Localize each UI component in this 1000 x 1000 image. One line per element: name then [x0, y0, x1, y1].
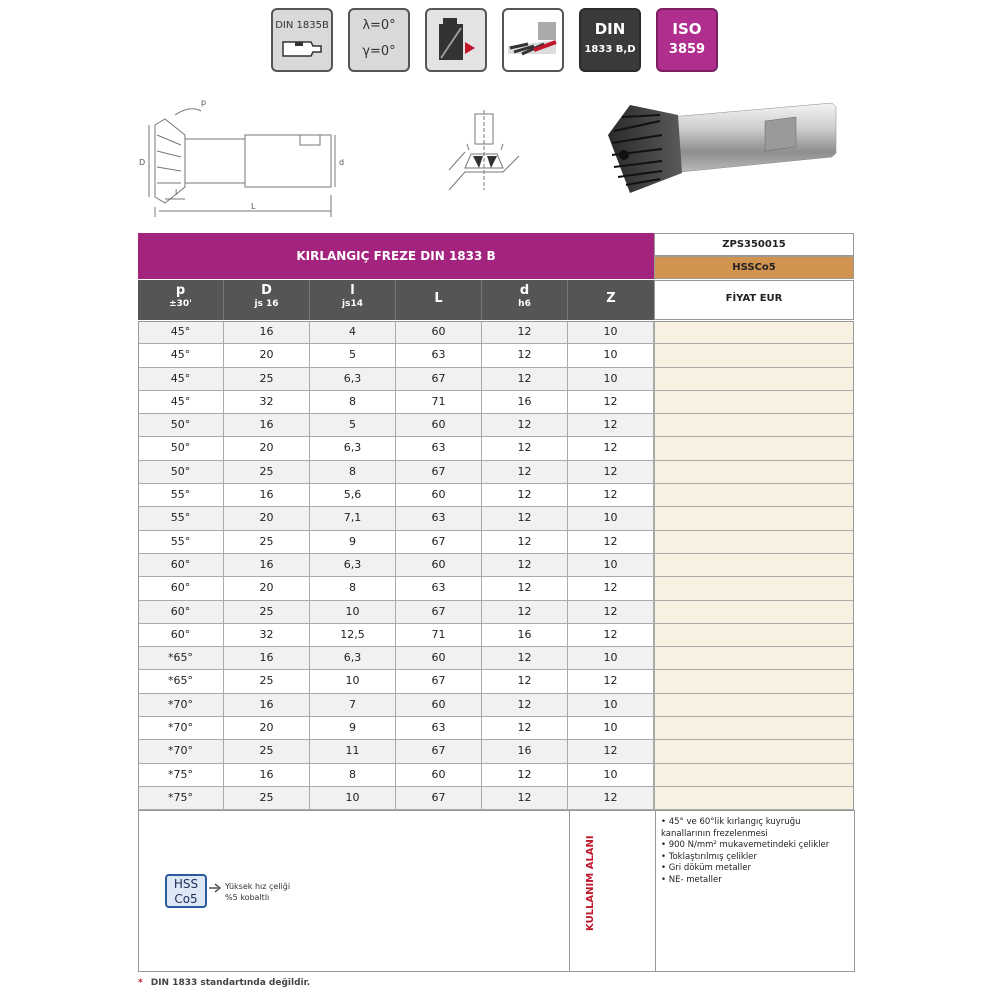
- footnote: [138, 978, 310, 988]
- table-cell: 71: [396, 624, 482, 646]
- table-cell: 8: [310, 391, 396, 413]
- table-cell: *70°: [138, 694, 224, 716]
- coating-badge: [425, 8, 487, 72]
- price-cell: [654, 414, 854, 436]
- table-cell: 60°: [138, 624, 224, 646]
- table-cell: 7,1: [310, 507, 396, 529]
- din-sub-label: 1833 B,D: [584, 44, 636, 55]
- table-cell: 10: [568, 717, 654, 739]
- table-cell: 12,5: [310, 624, 396, 646]
- table-cell: 12: [568, 391, 654, 413]
- table-cell: 6,3: [310, 554, 396, 576]
- table-cell: 67: [396, 670, 482, 692]
- table-cell: 16: [482, 391, 568, 413]
- table-title: KIRLANGIÇ FREZE DIN 1833 B: [138, 233, 654, 279]
- table-cell: 50°: [138, 461, 224, 483]
- table-cell: 60: [396, 554, 482, 576]
- table-cell: 63: [396, 344, 482, 366]
- col-l-sub: js14: [342, 299, 363, 309]
- product-code: ZPS350015: [654, 233, 854, 256]
- usage-area-label: KULLANIM ALANI: [585, 835, 596, 931]
- table-cell: 67: [396, 740, 482, 762]
- table-cell: 20: [224, 507, 310, 529]
- product-photo: [600, 95, 840, 205]
- table-row: [138, 647, 854, 670]
- table-cell: 20: [224, 577, 310, 599]
- hss-line1: HSS: [173, 877, 199, 891]
- table-cell: 20: [224, 344, 310, 366]
- table-row: [138, 321, 854, 344]
- price-cell: [654, 368, 854, 390]
- din-1835b-label: DIN 1835B: [275, 20, 329, 31]
- table-cell: 12: [482, 437, 568, 459]
- table-cell: 10: [568, 764, 654, 786]
- table-cell: 55°: [138, 484, 224, 506]
- table-cell: 9: [310, 717, 396, 739]
- table-row: [138, 368, 854, 391]
- table-row: [138, 670, 854, 693]
- table-cell: 63: [396, 507, 482, 529]
- col-d-sub: h6: [518, 299, 531, 309]
- table-cell: 11: [310, 740, 396, 762]
- dim-d: d: [339, 158, 345, 167]
- table-row: [138, 391, 854, 414]
- usage-item: • Toklaştırılmış çelikler: [661, 852, 853, 864]
- table-cell: 16: [224, 647, 310, 669]
- table-cell: 16: [224, 694, 310, 716]
- table-cell: 6,3: [310, 647, 396, 669]
- table-cell: 12: [482, 531, 568, 553]
- table-cell: 60°: [138, 601, 224, 623]
- table-row: [138, 601, 854, 624]
- dim-L: L: [251, 202, 256, 211]
- col-header-l: [310, 280, 396, 320]
- table-cell: 10: [568, 368, 654, 390]
- table-cell: 12: [482, 368, 568, 390]
- shank-icon: [281, 38, 325, 60]
- table-cell: 10: [310, 787, 396, 809]
- table-cell: 12: [482, 484, 568, 506]
- table-cell: 10: [568, 694, 654, 716]
- table-cell: 10: [568, 647, 654, 669]
- arrow-right-icon: [209, 883, 223, 893]
- col-header-d: [482, 280, 568, 320]
- iso-3859-badge: [656, 8, 718, 72]
- usage-item: • 900 N/mm² mukavemetindeki çelikler: [661, 840, 853, 852]
- table-cell: 63: [396, 437, 482, 459]
- table-cell: 5,6: [310, 484, 396, 506]
- table-row: [138, 717, 854, 740]
- table-cell: 32: [224, 624, 310, 646]
- table-cell: 10: [310, 601, 396, 623]
- iso-sub-label: 3859: [668, 42, 706, 57]
- table-cell: 60°: [138, 577, 224, 599]
- column-header-row: [138, 280, 654, 320]
- price-cell: [654, 717, 854, 739]
- table-cell: 16: [224, 764, 310, 786]
- price-cell: [654, 507, 854, 529]
- table-cell: 16: [482, 740, 568, 762]
- price-cell: [654, 437, 854, 459]
- price-cell: [654, 554, 854, 576]
- col-l-main: l: [350, 283, 355, 298]
- table-cell: 10: [568, 321, 654, 343]
- table-row: [138, 624, 854, 647]
- table-cell: *70°: [138, 717, 224, 739]
- table-row: [138, 577, 854, 600]
- col-p-main: p: [175, 283, 186, 298]
- price-cell: [654, 531, 854, 553]
- table-cell: 10: [310, 670, 396, 692]
- table-cell: 55°: [138, 531, 224, 553]
- price-cell: [654, 391, 854, 413]
- price-cell: [654, 321, 854, 343]
- col-d-main: d: [519, 283, 530, 298]
- table-cell: 60: [396, 321, 482, 343]
- table-row: [138, 344, 854, 367]
- table-cell: 12: [482, 717, 568, 739]
- price-cell: [654, 484, 854, 506]
- table-cell: 25: [224, 531, 310, 553]
- table-row: [138, 461, 854, 484]
- table-cell: 67: [396, 461, 482, 483]
- rake-angle-badge: [348, 8, 410, 72]
- footnote-text: DIN 1833 standartında değildir.: [150, 978, 311, 988]
- price-cell: [654, 764, 854, 786]
- table-cell: 12: [482, 554, 568, 576]
- table-cell: 16: [482, 624, 568, 646]
- price-cell: [654, 694, 854, 716]
- helix-badge: [502, 8, 564, 72]
- price-cell: [654, 740, 854, 762]
- hss-co5-logo: [165, 874, 207, 908]
- table-cell: 12: [568, 461, 654, 483]
- price-cell: [654, 344, 854, 366]
- table-cell: 16: [224, 484, 310, 506]
- usage-item: • 45° ve 60°lik kırlangıç kuyruğu: [661, 817, 853, 829]
- table-body: [138, 321, 854, 810]
- lambda-label: λ=0°: [362, 18, 396, 33]
- price-header: FİYAT EUR: [654, 280, 854, 320]
- gamma-label: γ=0°: [362, 44, 396, 59]
- table-cell: 55°: [138, 507, 224, 529]
- table-row: [138, 531, 854, 554]
- table-cell: 5: [310, 344, 396, 366]
- usage-item: kanallarının frezelenmesi: [661, 828, 768, 839]
- din-main-label: DIN: [594, 20, 626, 38]
- col-Z-main: Z: [606, 291, 616, 306]
- table-cell: 25: [224, 461, 310, 483]
- table-cell: 63: [396, 577, 482, 599]
- table-cell: 50°: [138, 437, 224, 459]
- table-cell: 12: [482, 764, 568, 786]
- usage-list: [661, 817, 853, 886]
- table-cell: 12: [568, 414, 654, 436]
- table-cell: 12: [482, 321, 568, 343]
- col-p-sub: ±30': [169, 299, 192, 309]
- table-cell: 67: [396, 787, 482, 809]
- hss-description: [225, 881, 290, 903]
- dim-p: p: [201, 98, 207, 107]
- table-cell: 5: [310, 414, 396, 436]
- dim-l: l: [175, 188, 178, 197]
- table-cell: *70°: [138, 740, 224, 762]
- table-cell: *65°: [138, 670, 224, 692]
- usage-sketch: [445, 110, 525, 200]
- table-cell: 12: [568, 670, 654, 692]
- table-cell: 12: [482, 414, 568, 436]
- table-cell: 12: [568, 740, 654, 762]
- price-cell: [654, 787, 854, 809]
- table-cell: 12: [568, 531, 654, 553]
- table-cell: 9: [310, 531, 396, 553]
- table-cell: 12: [482, 577, 568, 599]
- table-cell: 12: [482, 694, 568, 716]
- table-cell: 6,3: [310, 437, 396, 459]
- table-cell: 12: [482, 787, 568, 809]
- table-cell: 12: [568, 437, 654, 459]
- table-cell: 10: [568, 554, 654, 576]
- table-cell: 20: [224, 717, 310, 739]
- helix-flute-icon: [504, 10, 562, 70]
- table-cell: 7: [310, 694, 396, 716]
- table-cell: 25: [224, 787, 310, 809]
- col-header-D: [224, 280, 310, 320]
- hss-line2: Co5: [174, 892, 198, 906]
- hss-note-line1: Yüksek hız çeliği: [225, 882, 291, 891]
- col-D-main: D: [261, 283, 272, 298]
- table-cell: 6,3: [310, 368, 396, 390]
- table-cell: 12: [568, 624, 654, 646]
- table-cell: 50°: [138, 414, 224, 436]
- usage-item: • Gri döküm metaller: [661, 863, 853, 875]
- table-cell: 67: [396, 368, 482, 390]
- table-cell: 32: [224, 391, 310, 413]
- table-cell: 60: [396, 647, 482, 669]
- table-cell: 25: [224, 740, 310, 762]
- table-cell: 16: [224, 554, 310, 576]
- material-label: HSSCo5: [654, 256, 854, 279]
- table-cell: *75°: [138, 764, 224, 786]
- table-cell: 71: [396, 391, 482, 413]
- usage-item: • NE- metaller: [661, 875, 853, 887]
- table-cell: 25: [224, 368, 310, 390]
- table-cell: 20: [224, 437, 310, 459]
- table-cell: 45°: [138, 368, 224, 390]
- table-cell: 12: [482, 461, 568, 483]
- table-cell: 60: [396, 764, 482, 786]
- iso-main-label: ISO: [672, 20, 702, 38]
- price-cell: [654, 647, 854, 669]
- table-cell: 60°: [138, 554, 224, 576]
- table-cell: 12: [482, 647, 568, 669]
- table-cell: 16: [224, 321, 310, 343]
- table-row: [138, 507, 854, 530]
- table-cell: 67: [396, 531, 482, 553]
- table-cell: 45°: [138, 344, 224, 366]
- footnote-star: *: [138, 978, 143, 988]
- table-cell: 10: [568, 507, 654, 529]
- price-cell: [654, 624, 854, 646]
- table-row: [138, 764, 854, 787]
- price-cell: [654, 670, 854, 692]
- price-cell: [654, 461, 854, 483]
- din-1835b-badge: [271, 8, 333, 72]
- hss-note-line2: %5 kobaltlı: [225, 893, 270, 902]
- table-cell: 60: [396, 414, 482, 436]
- table-cell: 60: [396, 484, 482, 506]
- table-cell: 45°: [138, 321, 224, 343]
- table-cell: 10: [568, 344, 654, 366]
- table-cell: *65°: [138, 647, 224, 669]
- table-cell: 25: [224, 670, 310, 692]
- col-header-p: [138, 280, 224, 320]
- table-cell: 12: [568, 577, 654, 599]
- col-header-L: [396, 280, 482, 320]
- table-row: [138, 740, 854, 763]
- table-cell: 12: [482, 507, 568, 529]
- technical-drawing: [135, 95, 360, 220]
- table-cell: 4: [310, 321, 396, 343]
- table-row: [138, 414, 854, 437]
- dim-D: D: [139, 158, 146, 167]
- table-row: [138, 484, 854, 507]
- price-cell: [654, 601, 854, 623]
- info-box: [138, 810, 855, 972]
- table-row: [138, 554, 854, 577]
- col-header-Z: [568, 280, 654, 320]
- table-cell: 67: [396, 601, 482, 623]
- table-cell: 12: [482, 670, 568, 692]
- din-1833-badge: [579, 8, 641, 72]
- price-cell: [654, 577, 854, 599]
- table-cell: 25: [224, 601, 310, 623]
- table-cell: 60: [396, 694, 482, 716]
- table-cell: 8: [310, 461, 396, 483]
- table-cell: 12: [568, 601, 654, 623]
- tool-block-icon: [427, 10, 485, 70]
- table-cell: 12: [568, 787, 654, 809]
- table-cell: 8: [310, 764, 396, 786]
- table-cell: 16: [224, 414, 310, 436]
- table-cell: *75°: [138, 787, 224, 809]
- table-row: [138, 787, 854, 810]
- table-cell: 63: [396, 717, 482, 739]
- table-cell: 8: [310, 577, 396, 599]
- table-row: [138, 437, 854, 460]
- table-row: [138, 694, 854, 717]
- table-cell: 12: [482, 344, 568, 366]
- table-cell: 12: [568, 484, 654, 506]
- table-cell: 45°: [138, 391, 224, 413]
- table-cell: 12: [482, 601, 568, 623]
- col-L-main: L: [434, 291, 443, 306]
- col-D-sub: js 16: [254, 299, 279, 309]
